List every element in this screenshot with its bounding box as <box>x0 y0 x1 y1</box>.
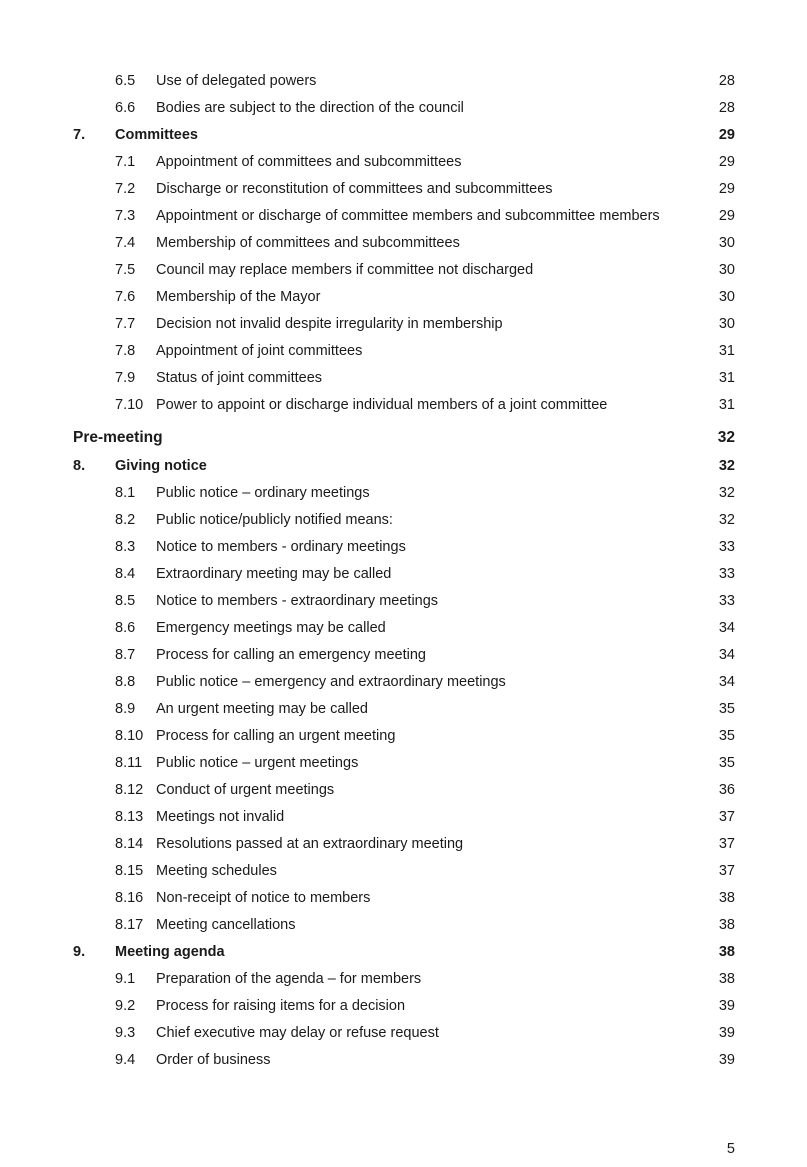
toc-entry-number: 9.1 <box>115 971 136 987</box>
toc-entry-title: Public notice – ordinary meetings <box>156 485 370 501</box>
toc-entry-page: 39 <box>718 998 735 1014</box>
toc-entry-page: 32 <box>718 458 735 474</box>
toc-entry-title: Public notice/publicly notified means: <box>156 512 393 528</box>
toc-entry-page: 38 <box>718 917 735 933</box>
toc-entry-title: Meeting schedules <box>156 863 277 879</box>
toc-entry-number: 8.17 <box>115 917 144 933</box>
toc-entry[interactable] <box>0 993 807 1020</box>
toc-entry-title: Process for calling an emergency meeting <box>156 647 426 663</box>
toc-entry-page: 29 <box>718 208 735 224</box>
toc-entry-title: Appointment or discharge of committee members and subcommittee members <box>156 208 660 224</box>
toc-entry-number: 9.2 <box>115 998 136 1014</box>
toc-entry[interactable] <box>0 176 807 203</box>
toc-entry-number: 8.14 <box>115 836 144 852</box>
toc-entry-page: 30 <box>718 262 735 278</box>
toc-entry-number: 9. <box>73 944 86 960</box>
toc-entry-title: Appointment of committees and subcommittees <box>156 154 462 170</box>
toc-entry-page: 39 <box>718 1052 735 1068</box>
toc-entry-title: An urgent meeting may be called <box>156 701 368 717</box>
toc-entry-number: 8.9 <box>115 701 136 717</box>
toc-entry-title: Resolutions passed at an extraordinary meeting <box>156 836 464 852</box>
toc-entry-title: Giving notice <box>115 458 207 474</box>
toc-entry-page: 32 <box>717 429 735 446</box>
toc-part-heading[interactable] <box>0 423 807 453</box>
toc-entry-number: 8.12 <box>115 782 144 798</box>
toc-entry-page: 36 <box>718 782 735 798</box>
toc-entry-number: 9.4 <box>115 1052 136 1068</box>
toc-entry-page: 37 <box>718 863 735 879</box>
toc-entry-title: Meeting cancellations <box>156 917 296 933</box>
toc-entry-title: Process for calling an urgent meeting <box>156 728 396 744</box>
toc-entry[interactable] <box>0 1020 807 1047</box>
toc-entry[interactable] <box>0 68 807 95</box>
toc-entry[interactable] <box>0 642 807 669</box>
toc-entry-page: 38 <box>718 971 735 987</box>
toc-entry-page: 35 <box>718 755 735 771</box>
toc-entry[interactable] <box>0 912 807 939</box>
toc-entry-number: 7. <box>73 127 86 143</box>
toc-entry[interactable] <box>0 966 807 993</box>
toc-entry-number: 7.9 <box>115 370 136 386</box>
toc-entry-number: 7.4 <box>115 235 136 251</box>
toc-entry-page: 39 <box>718 1025 735 1041</box>
toc-entry-page: 28 <box>718 73 735 89</box>
toc-entry-title: Order of business <box>156 1052 271 1068</box>
toc-entry-page: 31 <box>718 370 735 386</box>
toc-entry[interactable] <box>0 561 807 588</box>
toc-entry-title: Discharge or reconstitution of committees and subcommittees <box>156 181 553 197</box>
toc-entry[interactable] <box>0 858 807 885</box>
toc-entry-page: 38 <box>718 890 735 906</box>
toc-entry-number: 8. <box>73 458 86 474</box>
toc-entry-title: Notice to members - extraordinary meetings <box>156 593 439 609</box>
toc-entry-title: Process for raising items for a decision <box>156 998 406 1014</box>
toc-entry-page: 30 <box>718 289 735 305</box>
toc-entry-page: 38 <box>718 944 735 960</box>
toc-entry-title: Public notice – emergency and extraordinary meetings <box>156 674 506 690</box>
toc-entry-title: Preparation of the agenda – for members <box>156 971 422 987</box>
toc-entry-number: 8.5 <box>115 593 136 609</box>
toc-entry-page: 31 <box>718 343 735 359</box>
toc-entry-page: 34 <box>718 620 735 636</box>
toc-entry[interactable] <box>0 804 807 831</box>
toc-entry[interactable] <box>0 669 807 696</box>
toc-entry-page: 33 <box>718 566 735 582</box>
toc-entry-title: Pre-meeting <box>73 429 163 446</box>
toc-entry-number: 8.13 <box>115 809 144 825</box>
toc-entry-page: 33 <box>718 539 735 555</box>
toc-entry[interactable] <box>0 831 807 858</box>
toc-entry-title: Membership of the Mayor <box>156 289 321 305</box>
toc-entry-title: Status of joint committees <box>156 370 323 386</box>
toc-entry-number: 7.6 <box>115 289 136 305</box>
table-of-contents <box>0 68 807 1074</box>
toc-entry[interactable] <box>0 777 807 804</box>
toc-entry-number: 8.2 <box>115 512 136 528</box>
toc-entry[interactable] <box>0 750 807 777</box>
toc-entry-title: Public notice – urgent meetings <box>156 755 359 771</box>
toc-entry[interactable] <box>0 230 807 257</box>
toc-entry-page: 35 <box>718 728 735 744</box>
toc-entry[interactable] <box>0 885 807 912</box>
toc-entry-number: 7.7 <box>115 316 136 332</box>
toc-entry-number: 8.8 <box>115 674 136 690</box>
toc-entry-title: Appointment of joint committees <box>156 343 363 359</box>
toc-entry-title: Emergency meetings may be called <box>156 620 386 636</box>
toc-entry-page: 32 <box>718 512 735 528</box>
toc-entry[interactable] <box>0 284 807 311</box>
toc-entry-page: 33 <box>718 593 735 609</box>
toc-entry-number: 6.6 <box>115 100 136 116</box>
toc-entry-number: 7.5 <box>115 262 136 278</box>
toc-entry[interactable] <box>0 534 807 561</box>
toc-entry[interactable] <box>0 723 807 750</box>
toc-entry-number: 8.10 <box>115 728 144 744</box>
toc-entry-page: 30 <box>718 316 735 332</box>
toc-entry[interactable] <box>0 338 807 365</box>
toc-entry-page: 31 <box>718 397 735 413</box>
toc-entry-title: Committees <box>115 127 198 143</box>
toc-entry-number: 8.4 <box>115 566 136 582</box>
toc-entry[interactable] <box>0 95 807 122</box>
toc-entry-title: Extraordinary meeting may be called <box>156 566 392 582</box>
toc-entry-title: Meetings not invalid <box>156 809 285 825</box>
toc-entry-number: 9.3 <box>115 1025 136 1041</box>
toc-entry-title: Notice to members - ordinary meetings <box>156 539 406 555</box>
toc-entry-title: Use of delegated powers <box>156 73 317 89</box>
toc-entry-page: 32 <box>718 485 735 501</box>
toc-entry-number: 8.15 <box>115 863 144 879</box>
toc-entry-number: 8.3 <box>115 539 136 555</box>
toc-entry-title: Meeting agenda <box>115 944 225 960</box>
toc-entry-number: 7.2 <box>115 181 136 197</box>
toc-entry-number: 8.1 <box>115 485 136 501</box>
toc-entry-number: 8.6 <box>115 620 136 636</box>
toc-entry[interactable] <box>0 257 807 284</box>
toc-entry[interactable] <box>0 480 807 507</box>
toc-entry-number: 7.3 <box>115 208 136 224</box>
toc-entry[interactable] <box>0 392 807 419</box>
toc-entry-title: Council may replace members if committee not discharged <box>156 262 534 278</box>
toc-entry-page: 29 <box>718 154 735 170</box>
toc-entry-number: 7.1 <box>115 154 136 170</box>
toc-entry-number: 6.5 <box>115 73 136 89</box>
toc-entry-page: 37 <box>718 809 735 825</box>
toc-entry[interactable] <box>0 365 807 392</box>
page-number: 5 <box>726 1141 735 1157</box>
toc-entry-title: Membership of committees and subcommittees <box>156 235 460 251</box>
toc-entry-page: 34 <box>718 674 735 690</box>
toc-section-entry[interactable] <box>0 122 807 149</box>
toc-entry[interactable] <box>0 311 807 338</box>
toc-entry-page: 30 <box>718 235 735 251</box>
toc-entry-title: Non-receipt of notice to members <box>156 890 371 906</box>
toc-section-entry[interactable] <box>0 939 807 966</box>
toc-entry[interactable] <box>0 588 807 615</box>
toc-entry-title: Power to appoint or discharge individual members of a joint committee <box>156 397 608 413</box>
toc-entry-title: Conduct of urgent meetings <box>156 782 335 798</box>
toc-entry-page: 35 <box>718 701 735 717</box>
toc-entry-page: 34 <box>718 647 735 663</box>
toc-entry-page: 28 <box>718 100 735 116</box>
toc-entry-number: 7.10 <box>115 397 144 413</box>
toc-entry-number: 8.7 <box>115 647 136 663</box>
toc-entry-title: Bodies are subject to the direction of the council <box>156 100 464 116</box>
toc-entry[interactable] <box>0 203 807 230</box>
toc-entry-page: 29 <box>718 181 735 197</box>
toc-entry-page: 29 <box>718 127 735 143</box>
toc-entry[interactable] <box>0 1047 807 1074</box>
toc-entry-number: 7.8 <box>115 343 136 359</box>
toc-entry[interactable] <box>0 615 807 642</box>
toc-entry[interactable] <box>0 507 807 534</box>
toc-entry-page: 37 <box>718 836 735 852</box>
toc-entry-number: 8.11 <box>115 755 143 771</box>
toc-entry[interactable] <box>0 149 807 176</box>
toc-entry-number: 8.16 <box>115 890 144 906</box>
toc-entry-title: Decision not invalid despite irregularity in membership <box>156 316 503 332</box>
toc-section-entry[interactable] <box>0 453 807 480</box>
toc-entry[interactable] <box>0 696 807 723</box>
toc-entry-title: Chief executive may delay or refuse request <box>156 1025 439 1041</box>
